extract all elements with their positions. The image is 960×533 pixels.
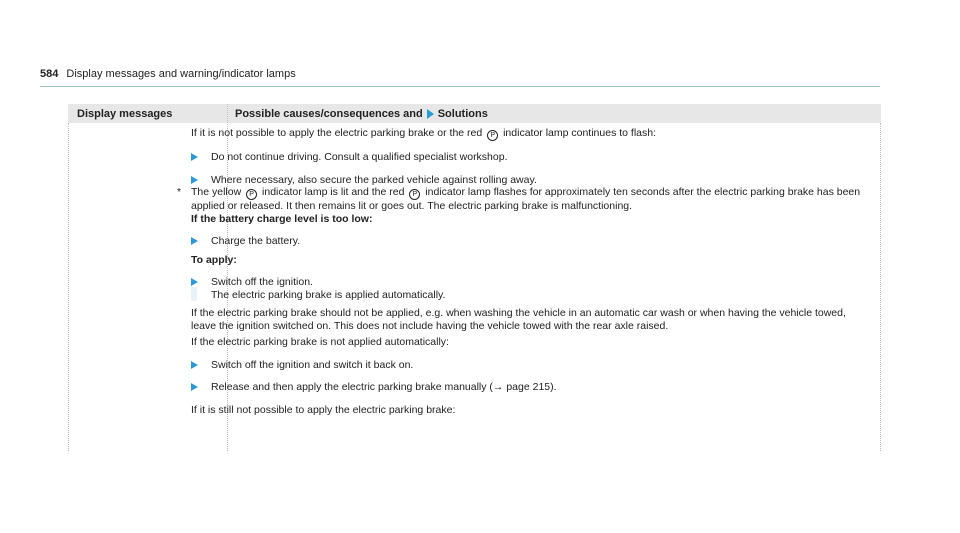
solutions-content [177,127,871,416]
list-item [191,381,871,394]
text: The yellow [191,186,242,198]
parking-brake-indicator-icon: P [409,189,420,200]
text: indicator lamp flashes for approximately ten seconds after the electric parking brake has been applied or released. It then remains lit or goes out. The electric parking brake is malfunctioning. [191,186,861,212]
list-item [191,174,871,187]
result-marker [191,287,197,301]
parking-brake-indicator-icon: P [246,189,257,200]
table-right-border [880,123,881,451]
footnote-asterisk: * [177,186,182,198]
bullet-arrow-icon [191,361,198,369]
bullet-arrow-icon [191,383,198,391]
column-header-display-messages: Display messages [77,108,173,120]
table-header [68,104,881,123]
text: Switch off the ignition. [211,276,313,288]
text: The electric parking brake is applied automatically. [211,288,446,301]
page-header [40,68,296,80]
subheading-to-apply: To apply: [191,253,237,266]
bullet-arrow-icon [191,176,198,184]
paragraph-not-applied-automatically: If the electric parking brake is not applied automatically: [191,336,449,348]
subheading-battery-low: If the battery charge level is too low: [191,212,373,225]
text: Where necessary, also secure the parked vehicle against rolling away. [211,173,537,186]
column-header-causes-label: Possible causes/consequences and [235,108,423,120]
text: Charge the battery. [211,235,301,247]
bullet-arrow-icon [191,153,198,161]
column-header-causes-solutions [235,108,488,120]
footnote [177,186,871,213]
list-item [191,359,871,372]
solutions-arrow-icon [427,109,434,119]
page-header-title: Display messages and warning/indicator lamps [66,68,296,80]
text: indicator lamp is lit and the red [262,186,405,198]
text: indicator lamp continues to flash: [503,127,657,139]
paragraph-brake-not-applied [191,127,871,141]
list-item [191,276,871,301]
page-number: 584 [40,68,59,80]
text: Switch off the ignition and switch it back on. [211,358,414,371]
text: Release and then apply the electric parking brake manually ( [211,381,493,393]
text: Do not continue driving. Consult a qualified specialist workshop. [211,151,508,163]
parking-brake-indicator-icon: P [487,130,498,141]
paragraph-car-wash: If the electric parking brake should not be applied, e.g. when washing the vehicle in an automatic car wash or when having the vehicle towed, leave the ignition switched on. This does not include having the vehicle towed with the rear axle raised. [191,307,846,332]
text: If it is not possible to apply the electric parking brake or the red [191,127,483,139]
page-reference-link[interactable]: page 215). [506,381,557,393]
table-left-border [68,123,69,451]
bullet-arrow-icon [191,237,198,245]
column-header-solutions-label: Solutions [437,108,488,120]
bullet-arrow-icon [191,278,198,286]
header-divider [40,86,880,87]
list-item [191,151,871,164]
page-reference-arrow-icon: → [492,381,504,393]
paragraph-still-not-possible: If it is still not possible to apply the electric parking brake: [191,403,456,416]
list-item [191,235,871,248]
